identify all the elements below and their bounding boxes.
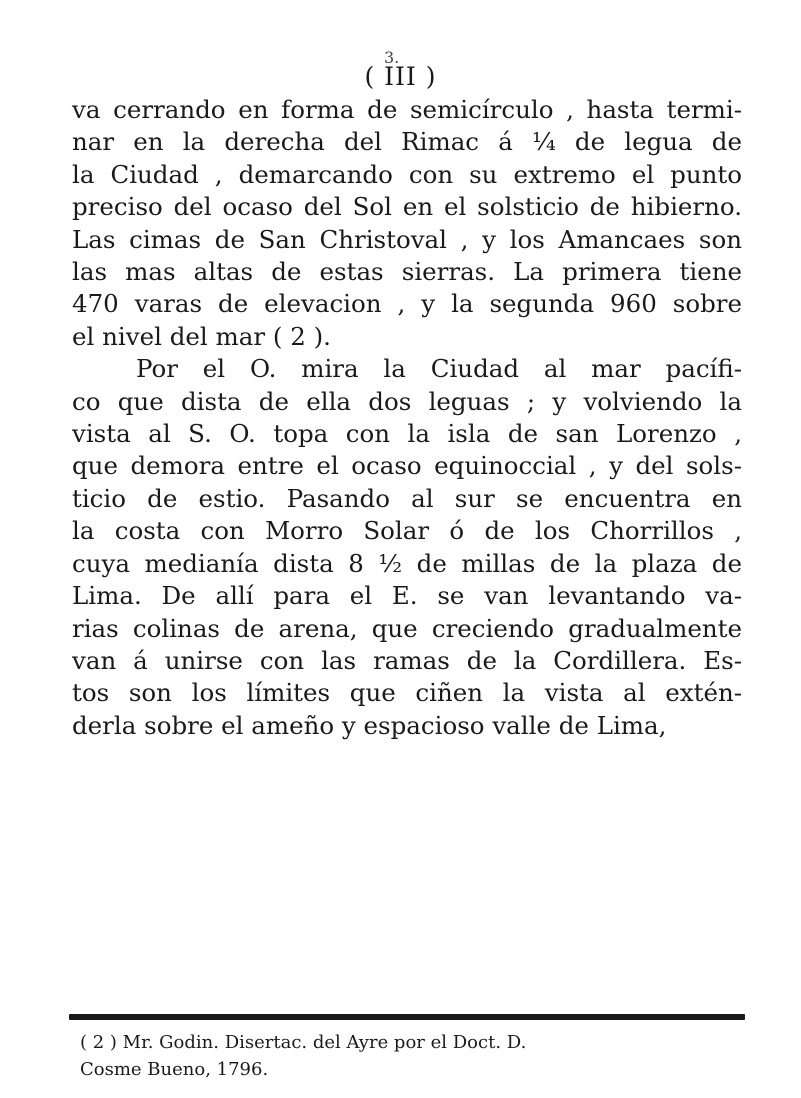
body-text: [72, 94, 742, 742]
text-line: el nivel del mar ( 2 ).: [72, 321, 331, 351]
text-line: 470 varas de elevacion , y la segunda 960 sobre: [72, 289, 742, 319]
page-number: ( III ): [364, 62, 437, 91]
footnote-rule: [69, 1014, 745, 1020]
footnote-line: Cosme Bueno, 1796.: [80, 1059, 269, 1080]
text-line: ticio de estio. Pasando al sur se encuentra en: [72, 483, 742, 513]
text-line: vista al S. O. topa con la isla de san Lorenzo ,: [72, 419, 742, 449]
top-mark: 3.: [384, 48, 400, 67]
text-line: tos son los límites que ciñen la vista al extén-: [72, 678, 742, 708]
text-line: la costa con Morro Solar ó de los Chorrillos ,: [72, 516, 742, 546]
text-line: van á unirse con las ramas de la Cordillera. Es-: [72, 645, 742, 675]
text-line: derla sobre el ameño y espacioso valle de Lima,: [72, 710, 667, 740]
text-line: Lima. De allí para el E. se van levantando va-: [72, 581, 742, 611]
footnote-line: ( 2 ) Mr. Godin. Disertac. del Ayre por el Doct. D.: [80, 1032, 527, 1053]
text-line: preciso del ocaso del Sol en el solsticio de hibierno.: [72, 192, 742, 222]
footnote: [80, 1029, 740, 1083]
text-line: rias colinas de arena, que creciendo gradualmente: [72, 613, 742, 643]
text-line: nar en la derecha del Rimac á ¼ de legua de: [72, 127, 742, 157]
text-line: co que dista de ella dos leguas ; y volviendo la: [72, 386, 742, 416]
text-line: la Ciudad , demarcando con su extremo el punto: [72, 159, 742, 189]
text-line: las mas altas de estas sierras. La primera tiene: [72, 257, 742, 287]
text-line: va cerrando en forma de semicírculo , hasta termi-: [72, 95, 742, 124]
text-line: Por el O. mira la Ciudad al mar pacífi-: [136, 354, 742, 384]
text-line: Las cimas de San Christoval , y los Amancaes son: [72, 224, 742, 254]
text-line: cuya medianía dista 8 ½ de millas de la plaza de: [72, 548, 742, 578]
text-line: que demora entre el ocaso equinoccial , y del sols-: [72, 451, 742, 481]
